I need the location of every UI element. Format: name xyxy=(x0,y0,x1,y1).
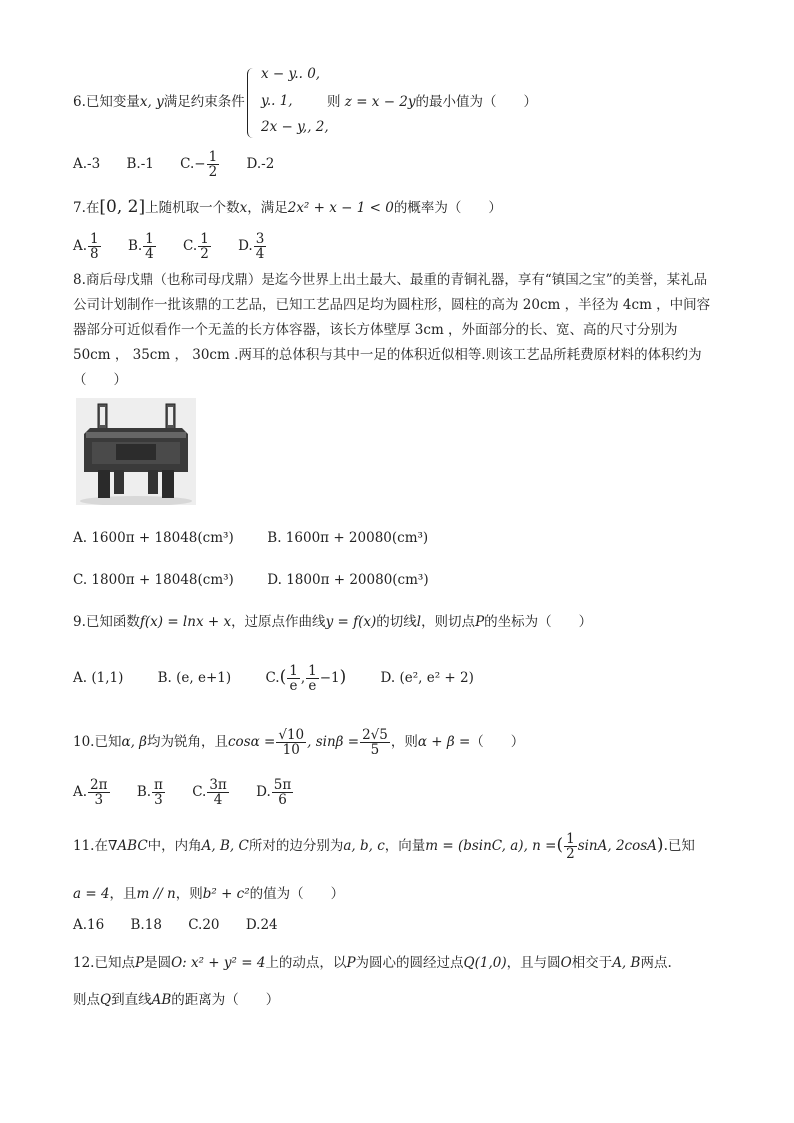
q11-option-b[interactable]: B.18 xyxy=(130,917,162,933)
q7-option-d[interactable] xyxy=(238,231,267,262)
q6-option-b[interactable]: B.-1 xyxy=(126,156,154,172)
q6-tail: 的最小值为（ ） xyxy=(415,94,538,110)
q6-objective-line xyxy=(327,92,537,112)
q8-option-a[interactable]: A. 1600π + 18048(cm³) xyxy=(73,530,234,546)
q11-tail: .已知 xyxy=(663,838,695,854)
option-label: B. xyxy=(127,238,143,254)
frac-num: 1 xyxy=(289,663,298,679)
q12-ab-2: AB xyxy=(151,992,172,1008)
q7-option-c[interactable] xyxy=(183,231,212,262)
q9-option-a[interactable]: A. (1,1) xyxy=(73,670,124,686)
frac-num: √10 xyxy=(278,727,305,743)
option-label: C. xyxy=(183,238,198,254)
q6-options xyxy=(73,150,296,179)
q9-option-d[interactable]: D. (e², e² + 2) xyxy=(380,670,474,686)
q6-constraint-2: y.. 1, xyxy=(261,93,293,109)
q11-triangle: ∇ABC xyxy=(107,838,148,854)
q12-text-2: 是圆 xyxy=(144,955,172,971)
q9-point: P xyxy=(475,614,485,630)
q7-option-b[interactable] xyxy=(127,231,157,262)
q12-q: Q(1,0) xyxy=(463,955,507,971)
q11-option-c[interactable]: C.20 xyxy=(188,917,220,933)
frac-num: 1 xyxy=(90,231,99,247)
q10-stem xyxy=(73,728,524,757)
option-label: B. xyxy=(136,784,152,800)
frac-den: 10 xyxy=(282,742,300,758)
frac-den: 3 xyxy=(154,792,163,808)
frac-num: 2π xyxy=(90,777,108,793)
q8-line-3: 器部分可近似看作一个无盖的长方体容器，该长方体壁厚 3cm ，外面部分的长、宽、高的尺寸分别为 xyxy=(73,322,678,338)
frac-num: 2√5 xyxy=(362,727,388,743)
frac-den: 4 xyxy=(213,792,223,808)
q12-text-7: 则点 xyxy=(73,992,100,1008)
q12-ab: A, B xyxy=(612,955,641,971)
q12-o: O xyxy=(560,955,572,971)
q7-text-3: ，满足 xyxy=(247,200,288,216)
bronze-ding-image xyxy=(76,398,196,505)
frac-den: 5 xyxy=(370,742,380,758)
q10-tail: （ ） xyxy=(470,734,525,750)
q7-options xyxy=(73,232,289,261)
frac-den: 2 xyxy=(566,846,575,862)
frac-num: π xyxy=(154,777,163,793)
q7-text-2: 上随机取一个数 xyxy=(145,200,240,216)
q6-option-c-label: C.− xyxy=(180,156,206,172)
q11-text-4: ，向量 xyxy=(384,838,426,854)
q9-option-c-tail: −1 xyxy=(319,670,340,686)
q12-tail: 两点. xyxy=(640,955,672,971)
q11-given: a = 4 xyxy=(73,886,110,902)
q6-vars: x, y xyxy=(139,94,164,110)
q7-text: 7.在 xyxy=(73,200,100,216)
frac-num: 1 xyxy=(308,663,317,679)
frac-den: e xyxy=(308,678,317,694)
q12-tail-2: 的距离为（ ） xyxy=(171,992,280,1008)
q9-text: 9.已知函数 xyxy=(73,614,140,630)
q6-option-d[interactable]: D.-2 xyxy=(246,156,275,172)
q9-text-3: 的切线 xyxy=(376,614,417,630)
q11-sides: a, b, c xyxy=(343,838,385,854)
frac-num: 1 xyxy=(566,831,575,847)
option-label: D. xyxy=(256,784,271,800)
q11-option-a[interactable]: A.16 xyxy=(73,917,105,933)
q12-stem xyxy=(73,953,672,973)
q7-tail: 的概率为（ ） xyxy=(393,200,502,216)
q8-option-b[interactable]: B. 1600π + 20080(cm³) xyxy=(267,530,429,546)
q11-line-2 xyxy=(73,884,344,904)
q11-text-2: 中，内角 xyxy=(147,838,202,854)
q9-stem xyxy=(73,612,592,632)
q10-cos-label: cosα = xyxy=(228,734,276,750)
q10-text-2: 均为锐角，且 xyxy=(147,734,228,750)
q11-text-3: 所对的边分别为 xyxy=(248,838,344,854)
q8-option-d[interactable]: D. 1800π + 20080(cm³) xyxy=(267,572,429,588)
q6-text-2: 满足约束条件 xyxy=(163,94,245,110)
q6-constraint-3: 2x − y,, 2, xyxy=(261,119,329,135)
q8-option-c[interactable]: C. 1800π + 18048(cm³) xyxy=(73,572,234,588)
q12-line-2 xyxy=(73,990,279,1010)
q10-option-c[interactable] xyxy=(192,777,230,808)
q10-option-a[interactable] xyxy=(73,777,111,808)
q8-options-row-2 xyxy=(73,570,429,590)
q9-text-2: ，过原点作曲线 xyxy=(231,614,326,630)
q11-vector-n-body: sinA, 2cosA xyxy=(577,838,657,854)
q7-inequality: 2x² + x − 1 < 0 xyxy=(287,200,394,216)
q11-expr: b² + c² xyxy=(202,886,250,902)
q8-line-1: 8.商后母戊鼎（也称司母戊鼎）是迄今世界上出土最大、最重的青铜礼器，享有“镇国之宝”的美誉，某礼品 xyxy=(73,272,708,288)
q12-text-6: 相交于 xyxy=(571,955,613,971)
q10-text: 10.已知 xyxy=(73,734,122,750)
q12-text-5: ，且与圆 xyxy=(506,955,561,971)
q11-angles: A, B, C xyxy=(201,838,249,854)
q10-options xyxy=(73,778,316,807)
frac-num: 1 xyxy=(145,231,154,247)
q11-stem: 11.在∇ABC中，内角A, B, C所对的边分别为a, b, c，向量m = (bsinC, a), n =( $\frac{1}{2}$ sinA, 2cosA).已知 xyxy=(73,831,695,862)
q10-vars: α, β xyxy=(121,734,147,750)
q10-sin-label: , sinβ = xyxy=(307,734,360,750)
frac-num: 3π xyxy=(209,777,227,793)
q10-text-3: ，则 xyxy=(390,734,418,750)
frac-num: 1 xyxy=(208,149,218,165)
q6-then: 则 xyxy=(327,94,341,110)
q8-line-2: 公司计划制作一批该鼎的工艺品，已知工艺品四足均为圆柱形，圆柱的高为 20cm ，半径为 4cm ，中间容 xyxy=(73,297,711,313)
option-label: A. xyxy=(73,238,88,254)
q6-option-c[interactable] xyxy=(180,149,220,180)
option-label: C. xyxy=(192,784,207,800)
q11-tail-2: 的值为（ ） xyxy=(249,886,345,902)
q9-tail: 的坐标为（ ） xyxy=(484,614,593,630)
q10-option-b[interactable] xyxy=(136,777,166,808)
q6-constraint-1: x − y.. 0, xyxy=(261,66,321,82)
option-label: D. xyxy=(238,238,253,254)
brace-icon xyxy=(247,68,256,138)
option-label: C. xyxy=(265,670,280,686)
bronze-ding-icon xyxy=(76,398,196,505)
q12-point: P xyxy=(134,955,145,971)
frac-den: e xyxy=(289,678,298,694)
q12-text-4: 为圆心的圆经过点 xyxy=(355,955,464,971)
q7-option-a[interactable] xyxy=(73,231,102,262)
frac-num: 5π xyxy=(273,777,292,793)
q10-sum: α + β = xyxy=(417,734,471,750)
q9-curve: y = f(x) xyxy=(325,614,377,630)
frac-den: 2 xyxy=(208,164,218,180)
q11-vector-m: m = (bsinC, a) xyxy=(425,838,524,854)
q12-q-2: Q xyxy=(100,992,112,1008)
q11-vector-n-label: , n = xyxy=(523,838,557,854)
q6-text: 6.已知变量 xyxy=(73,94,140,110)
option-label: A. xyxy=(73,784,88,800)
q11-options xyxy=(73,915,300,935)
q6-option-a[interactable]: A.-3 xyxy=(73,156,101,172)
frac-num: 3 xyxy=(255,231,265,247)
q8-line-5: （ ） xyxy=(73,372,127,388)
frac-den: 8 xyxy=(90,246,99,262)
q11-parallel: m // n xyxy=(136,886,176,902)
q9-tangent: l xyxy=(416,614,422,630)
q12-circle: O: x² + y² = 4 xyxy=(171,955,266,971)
q6-stem xyxy=(73,92,245,112)
q12-point-2: P xyxy=(346,955,356,971)
q8-options-row-1 xyxy=(73,528,428,548)
q6-option-c-frac xyxy=(207,150,220,179)
q6-objective: z = x − 2y xyxy=(344,94,416,110)
q12-text: 12.已知点 xyxy=(73,955,135,971)
q9-text-4: ，则切点 xyxy=(421,614,476,630)
q12-text-8: 到直线 xyxy=(111,992,152,1008)
frac-den: 2 xyxy=(200,246,209,262)
q11-text-5: ，且 xyxy=(109,886,137,902)
q9-options xyxy=(73,664,496,693)
frac-den: 4 xyxy=(145,246,154,262)
frac-den: 4 xyxy=(255,246,265,262)
q12-text-3: 上的动点，以 xyxy=(265,955,347,971)
frac-den: 6 xyxy=(278,792,287,808)
q9-option-c[interactable]: C.( $\frac{1}{e}$ , $\frac{1}{e}$ −1) xyxy=(265,663,347,694)
q11-text: 11.在 xyxy=(73,838,108,854)
q7-interval: [0, 2] xyxy=(99,197,146,217)
q11-option-d[interactable]: D.24 xyxy=(245,917,278,933)
q9-func: f(x) = lnx + x xyxy=(139,614,232,630)
frac-num: 1 xyxy=(200,231,209,247)
q7-var: x xyxy=(239,200,248,216)
q7-stem xyxy=(73,197,502,218)
q8-line-4: 50cm ， 35cm ， 30cm .两耳的总体积与其中一足的体积近似相等.则该工艺品所耗费原材料的体积约为 xyxy=(73,347,702,363)
q10-option-d[interactable] xyxy=(256,777,294,808)
q9-option-b[interactable]: B. (e, e+1) xyxy=(157,670,232,686)
frac-den: 3 xyxy=(94,792,104,808)
q11-text-6: ，则 xyxy=(175,886,203,902)
